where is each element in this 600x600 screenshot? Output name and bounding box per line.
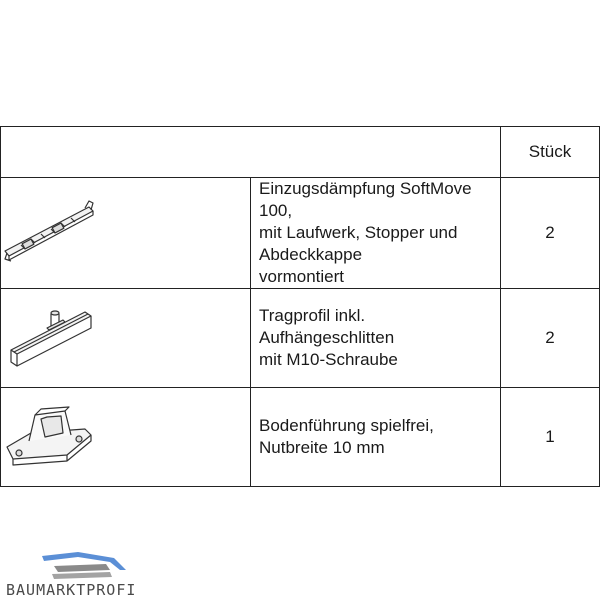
table-row xyxy=(1,289,600,388)
quantity-column-label: Stück xyxy=(528,142,572,161)
part-description xyxy=(251,289,501,388)
description-line: Bodenführung spielfrei, Nutbreite 10 mm xyxy=(259,416,434,457)
part-quantity: 2 xyxy=(501,289,600,388)
softmove-damper-icon xyxy=(1,185,97,281)
table-row xyxy=(1,388,600,487)
description-line: mit M10-Schraube xyxy=(259,350,398,369)
part-image-cell xyxy=(1,289,251,388)
header-quantity-cell xyxy=(501,127,600,178)
table-row xyxy=(1,178,600,289)
description-line: vormontiert xyxy=(259,267,345,286)
part-description xyxy=(251,178,501,289)
logo-wordmark: BAUMARKTPROFI xyxy=(6,581,137,599)
parts-list-table xyxy=(0,126,600,487)
description-line: Tragprofil inkl. Aufhängeschlitten xyxy=(259,306,395,347)
description-line: Einzugsdämpfung SoftMove 100, xyxy=(259,179,472,220)
description-line: mit Laufwerk, Stopper und Abdeckkappe xyxy=(259,223,458,264)
part-image-cell xyxy=(1,178,251,289)
part-image-cell xyxy=(1,388,251,487)
support-profile-icon xyxy=(1,290,97,386)
part-quantity: 2 xyxy=(501,178,600,289)
part-quantity: 1 xyxy=(501,388,600,487)
header-description-cell xyxy=(1,127,501,178)
baumarktprofi-logo xyxy=(6,548,166,600)
part-description xyxy=(251,388,501,487)
roof-icon xyxy=(6,548,166,582)
floor-guide-icon xyxy=(1,389,97,485)
table-header-row xyxy=(1,127,600,178)
